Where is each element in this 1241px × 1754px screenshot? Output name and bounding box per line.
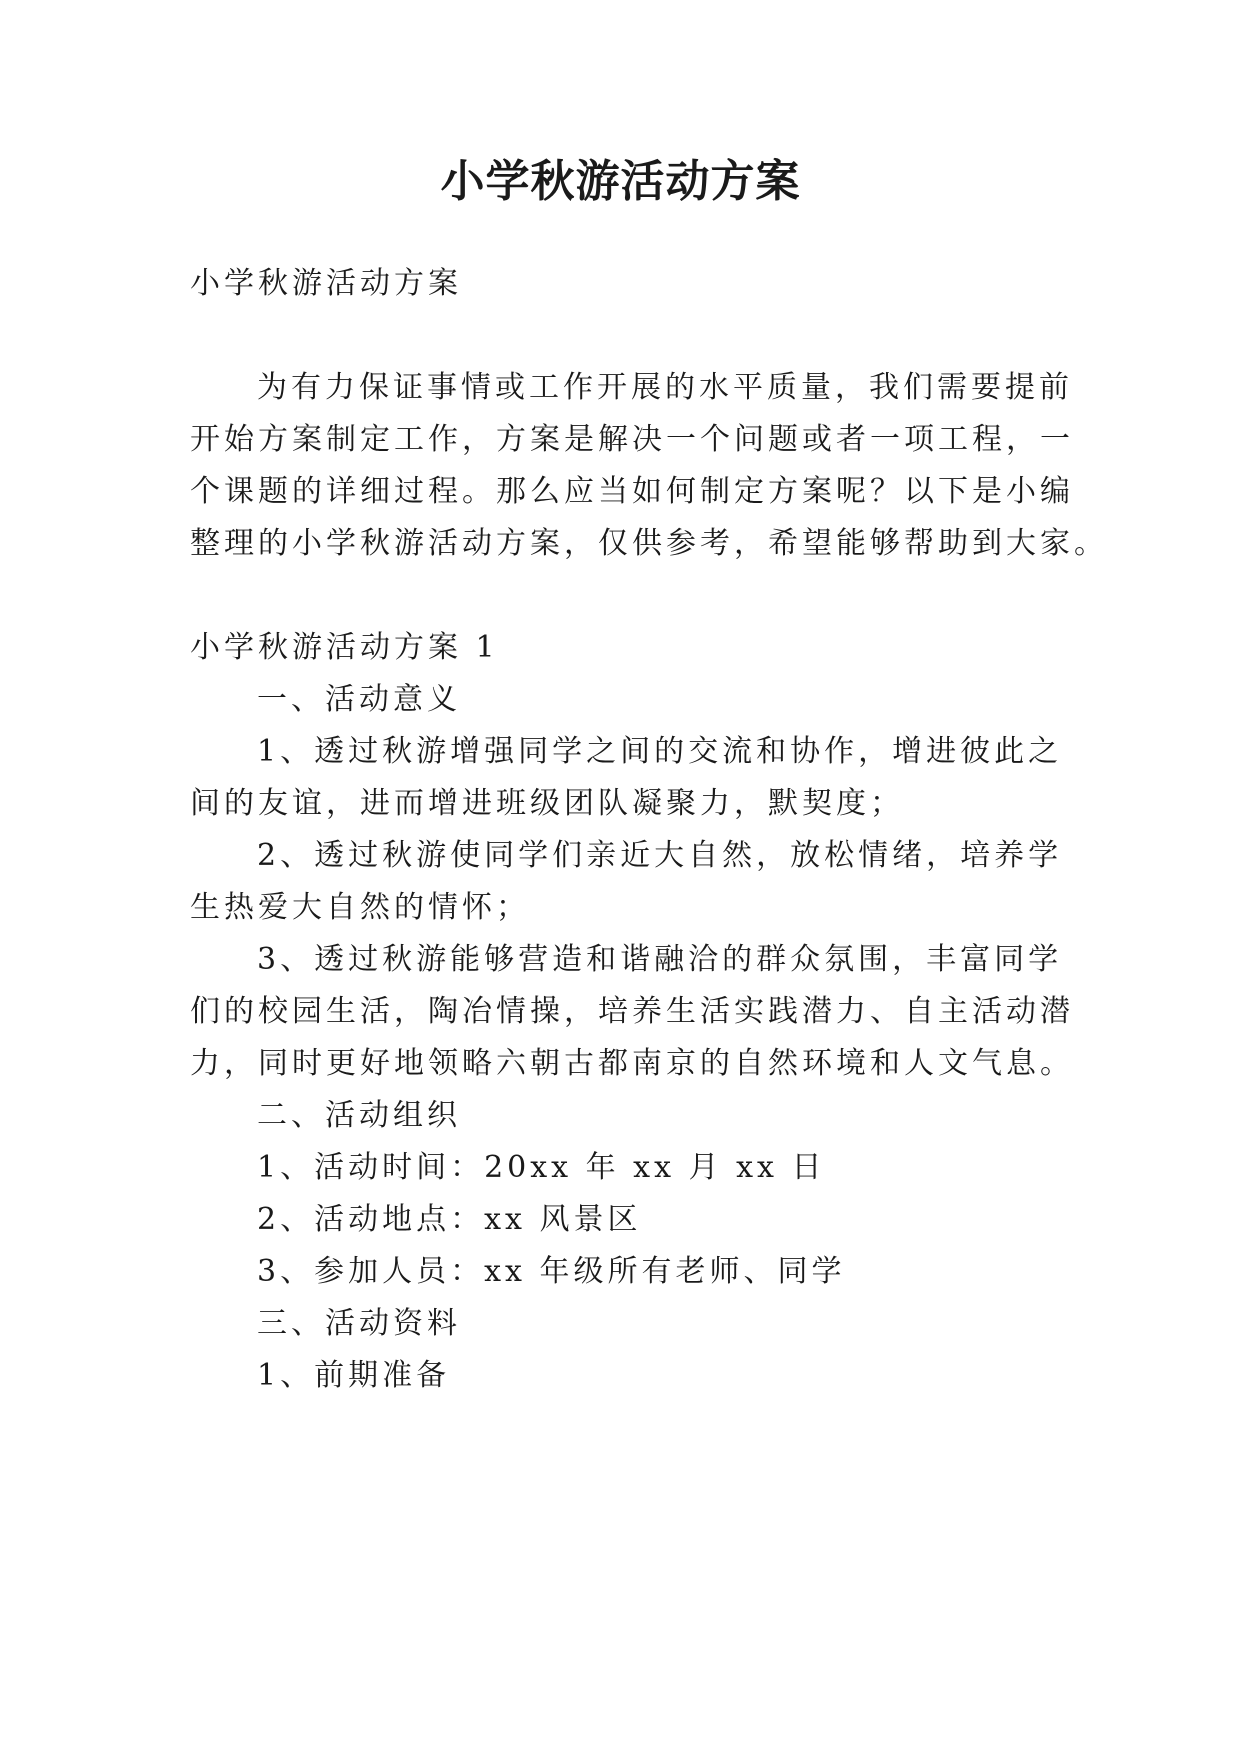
paragraph-line: 们的校园生活，陶冶情操，培养生活实践潜力、自主活动潜 (190, 994, 1074, 1029)
document-title: 小学秋游活动方案 (440, 156, 801, 207)
intro-line-2: 开始方案制定工作，方案是解决一个问题或者一项工程，一 (190, 422, 1074, 457)
paragraph-line: 2、透过秋游使同学们亲近大自然，放松情绪，培养学 (257, 838, 1063, 873)
paragraph-line: 1、透过秋游增强同学之间的交流和协作，增进彼此之 (257, 734, 1063, 769)
section-heading-2: 二、活动组织 (257, 1098, 461, 1133)
list-item: 1、活动时间：20xx 年 xx 月 xx 日 (257, 1150, 826, 1185)
paragraph-line: 3、透过秋游能够营造和谐融洽的群众氛围，丰富同学 (257, 942, 1063, 977)
list-item: 3、参加人员：xx 年级所有老师、同学 (257, 1254, 846, 1289)
intro-line-4: 整理的小学秋游活动方案，仅供参考，希望能够帮助到大家。 (190, 526, 1108, 561)
paragraph-line: 力，同时更好地领略六朝古都南京的自然环境和人文气息。 (190, 1046, 1074, 1081)
intro-line-3: 个课题的详细过程。那么应当如何制定方案呢？以下是小编 (190, 474, 1074, 509)
section-heading-3: 三、活动资料 (257, 1306, 461, 1341)
paragraph-line: 间的友谊，进而增进班级团队凝聚力，默契度； (190, 786, 904, 821)
list-item: 2、活动地点：xx 风景区 (257, 1202, 642, 1237)
list-item: 1、前期准备 (257, 1358, 451, 1393)
section-title: 小学秋游活动方案 1 (190, 630, 499, 665)
document-subtitle: 小学秋游活动方案 (190, 266, 462, 301)
intro-line-1: 为有力保证事情或工作开展的水平质量，我们需要提前 (257, 370, 1073, 405)
section-heading-1: 一、活动意义 (257, 682, 461, 717)
paragraph-line: 生热爱大自然的情怀； (190, 890, 530, 925)
